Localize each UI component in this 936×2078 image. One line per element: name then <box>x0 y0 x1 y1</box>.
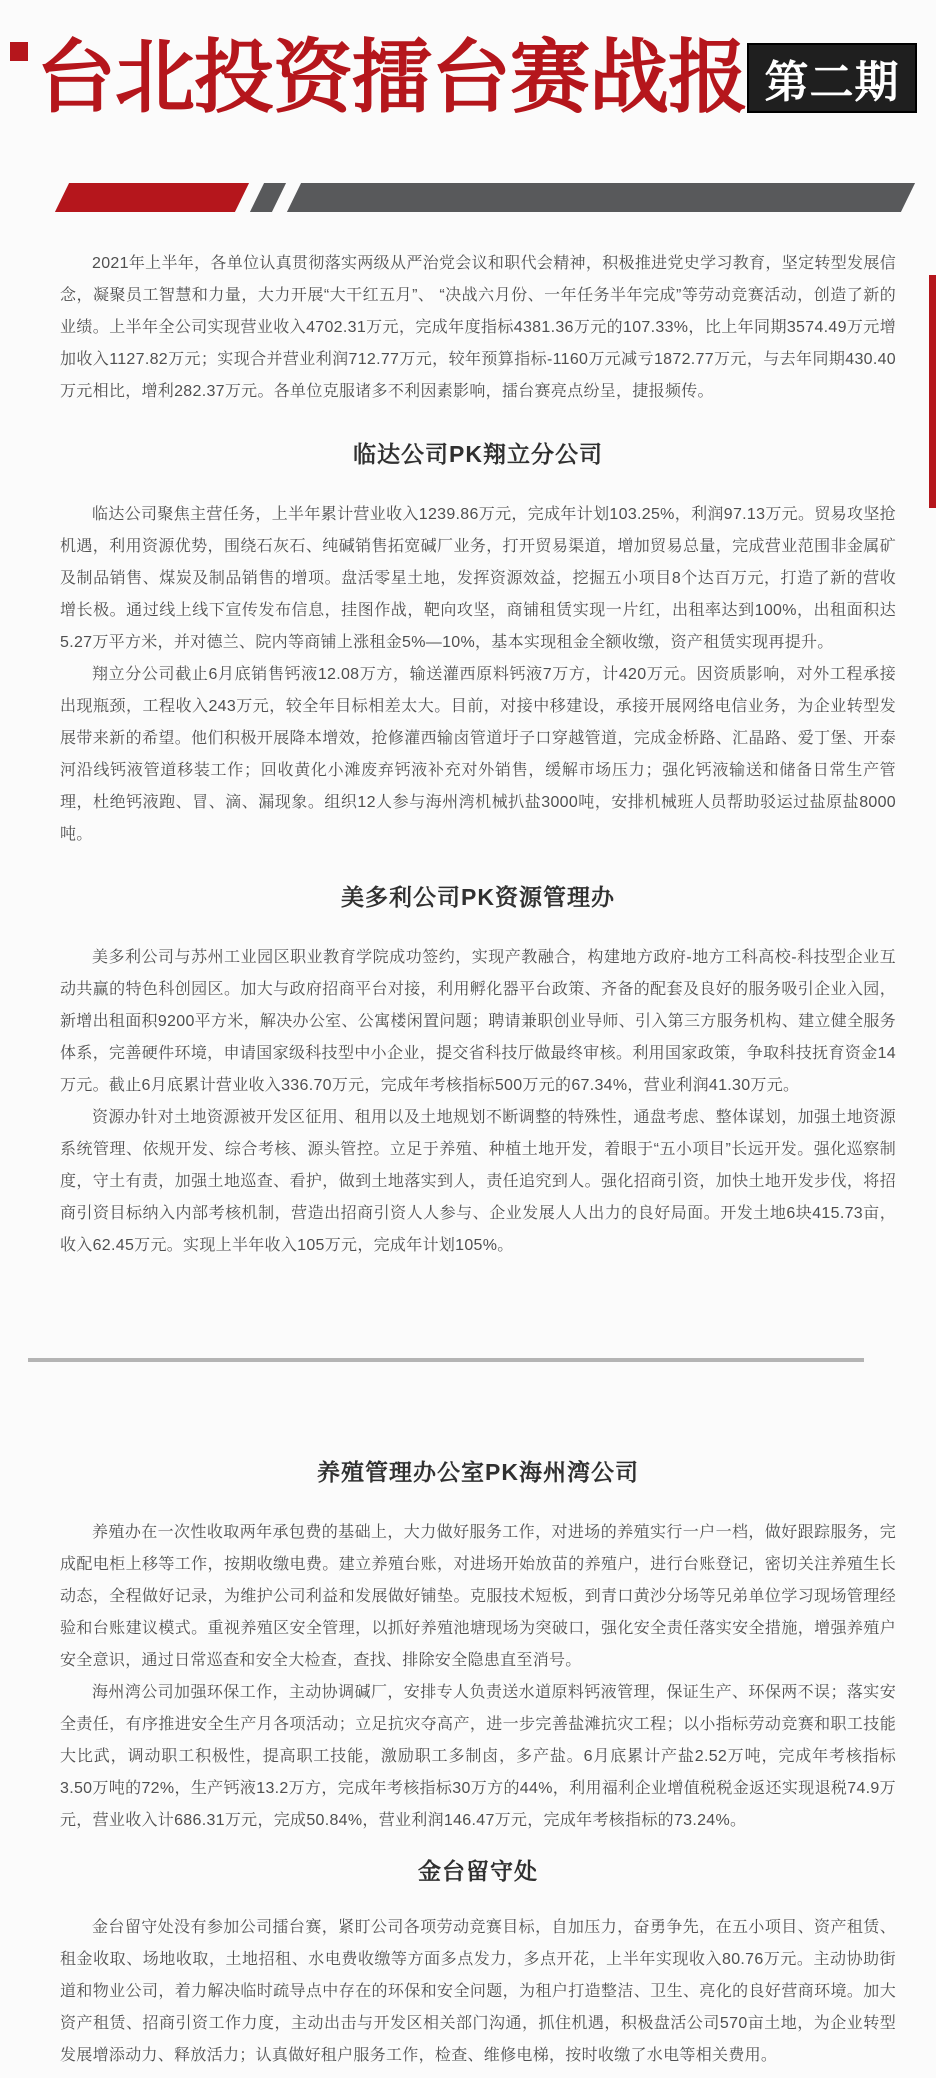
section-heading-jintai: 金台留守处 <box>418 1858 538 1884</box>
section-meiduoli-vs-ziyuan <box>60 879 896 1262</box>
page-divider <box>28 1358 864 1362</box>
intro-paragraph: 2021年上半年，各单位认真贯彻落实两级从严治党会议和职代会精神，积极推进党史学习教育，坚定转型发展信念，凝聚员工智慧和力量，大力开展“大干红五月”、 “决战六月份、一年任务半年完成”等劳动竞赛活动，创造了新的业绩。上半年全公司实现营业收入4702.31万元，完成年度指标4381.36万元的107.33%，比上年同期3574.49万元增加收入1127.82万元；实现合并营业利润712.77万元，较年预算指标-1160万元减亏1872.77万元，与去年同期430.40万元相比，增利282.37万元。各单位克服诸多不利因素影响，擂台赛亮点纷呈，捷报频传。 <box>60 255 896 400</box>
red-deco-bar <box>55 183 249 212</box>
corner-accent-square <box>10 42 28 61</box>
long-gray-deco-bar <box>287 183 915 212</box>
section-heading-yangzhi-vs-haizhouwan: 养殖管理办公室PK海州湾公司 <box>317 1459 639 1485</box>
issue-badge: 第二期 <box>747 43 917 113</box>
section-heading-linda-vs-xiangli: 临达公司PK翔立分公司 <box>353 441 603 467</box>
section-linda-vs-xiangli <box>60 436 896 851</box>
section-paragraph: 金台留守处没有参加公司擂台赛，紧盯公司各项劳动竞赛目标，自加压力，奋勇争先，在五小项目、资产租赁、租金收取、场地收取，土地招租、水电费收缴等方面多点发力，多点开花，上半年实现收入80.76万元。主动协助街道和物业公司，着力解决临时疏导点中存在的环保和安全问题，为租户打造整洁、卫生、亮化的良好营商环境。加大资产租赁、招商引资工作力度，主动出击与开发区相关部门沟通，抓住机遇，积极盘活公司570亩土地，为企业转型发展增添动力、释放活力；认真做好租户服务工作，检查、维修电梯，按时收缴了水电等相关费用。 <box>60 1919 896 2064</box>
page-title: 台北投资擂台赛战报 <box>36 33 747 122</box>
small-gray-deco-bar <box>250 183 286 212</box>
section-jintai <box>60 1853 896 2072</box>
section-paragraph: 养殖办在一次性收取两年承包费的基础上，大力做好服务工作，对进场的养殖实行一户一档，做好跟踪服务，完成配电柜上移等工作，按期收缴电费。建立养殖台账，对进场开始放苗的养殖户，进行台账登记，密切关注养殖生长动态，全程做好记录，为维护公司利益和发展做好铺垫。克服技术短板，到青口黄沙分场等兄弟单位学习现场管理经验和台账建议模式。重视养殖区安全管理，以抓好养殖池塘现场为突破口，强化安全责任落实安全措施，增强养殖户安全意识，通过日常巡查和安全大检查，查找、排除安全隐患直至消号。 <box>60 1524 896 1669</box>
section-paragraph: 美多利公司与苏州工业园区职业教育学院成功签约，实现产教融合，构建地方政府-地方工科高校-科技型企业互动共赢的特色科创园区。加大与政府招商平台对接，利用孵化器平台政策、齐备的配套及良好的服务吸引企业入园，新增出租面积9200平方米，解决办公室、公寓楼闲置问题；聘请兼职创业导师、引入第三方服务机构、建立健全服务体系，完善硬件环境，申请国家级科技型中小企业，提交省科技厅做最终审核。利用国家政策，争取科技抚育资金14万元。截止6月底累计营业收入336.70万元，完成年考核指标500万元的67.34%，营业利润41.30万元。 <box>60 949 896 1094</box>
section-paragraph: 海州湾公司加强环保工作，主动协调碱厂，安排专人负责送水道原料钙液管理，保证生产、环保两不误；落实安全责任，有序推进安全生产月各项活动；立足抗灾夺高产，进一步完善盐滩抗灾工程；以小指标劳动竞赛和职工技能大比武，调动职工积极性，提高职工技能，激励职工多制卤，多产盐。6月底累计产盐2.52万吨，完成年考核指标3.50万吨的72%，生产钙液13.2万方，完成年考核指标30万方的44%，利用福利企业增值税税金返还实现退税74.9万元，营业收入计686.31万元，完成50.84%，营业利润146.47万元，完成年考核指标的73.24%。 <box>60 1684 896 1829</box>
masthead <box>36 30 902 126</box>
article-body <box>0 248 936 2072</box>
section-paragraph: 临达公司聚焦主营任务，上半年累计营业收入1239.86万元，完成年计划103.25%，利润97.13万元。贸易攻坚抢机遇，利用资源优势，围绕石灰石、纯碱销售拓宽碱厂业务，打开贸易渠道，增加贸易总量，完成营业范围非金属矿及制品销售、煤炭及制品销售的增项。盘活零星土地，发挥资源效益，挖掘五小项目8个达百万元，打造了新的营收增长极。通过线上线下宣传发布信息，挂图作战，靶向攻坚，商铺租赁实现一片红，出租率达到100%，出租面积达5.27万平方米，并对德兰、院内等商铺上涨租金5%—10%，基本实现租金全额收缴，资产租赁实现再提升。 <box>60 506 896 651</box>
section-paragraph: 翔立分公司截止6月底销售钙液12.08万方，输送灌西原料钙液7万方，计420万元。因资质影响，对外工程承接出现瓶颈，工程收入243万元，较全年目标相差太大。目前，对接中移建设，承接开展网络电信业务，为企业转型发展带来新的希望。他们积极开展降本增效，抢修灌西输卤管道圩子口穿越管道，完成金桥路、汇晶路、爱丁堡、开泰河沿线钙液管道移装工作；回收黄化小滩废弃钙液补充对外销售，缓解市场压力；强化钙液输送和储备日常生产管理，杜绝钙液跑、冒、滴、漏现象。组织12人参与海州湾机械扒盐3000吨，安排机械班人员帮助驳运过盐原盐8000吨。 <box>60 666 896 843</box>
decorative-bars <box>62 183 908 212</box>
section-heading-meiduoli-vs-ziyuan: 美多利公司PK资源管理办 <box>341 884 615 910</box>
section-paragraph: 资源办针对土地资源被开发区征用、租用以及土地规划不断调整的特殊性，通盘考虑、整体谋划，加强土地资源系统管理、依规开发、综合考核、源头管控。立足于养殖、种植土地开发，着眼于“五小项目”长远开发。强化巡察制度，守土有责，加强土地巡查、看护，做到土地落实到人，责任追究到人。强化招商引资，加快土地开发步伐，将招商引资目标纳入内部考核机制，营造出招商引资人人参与、企业发展人人出力的良好局面。开发土地6块415.73亩，收入62.45万元。实现上半年收入105万元，完成年计划105%。 <box>60 1109 896 1254</box>
section-yangzhi-vs-haizhouwan <box>60 1454 896 1837</box>
newsletter-page <box>0 30 936 2078</box>
right-accent-bar <box>929 275 936 508</box>
